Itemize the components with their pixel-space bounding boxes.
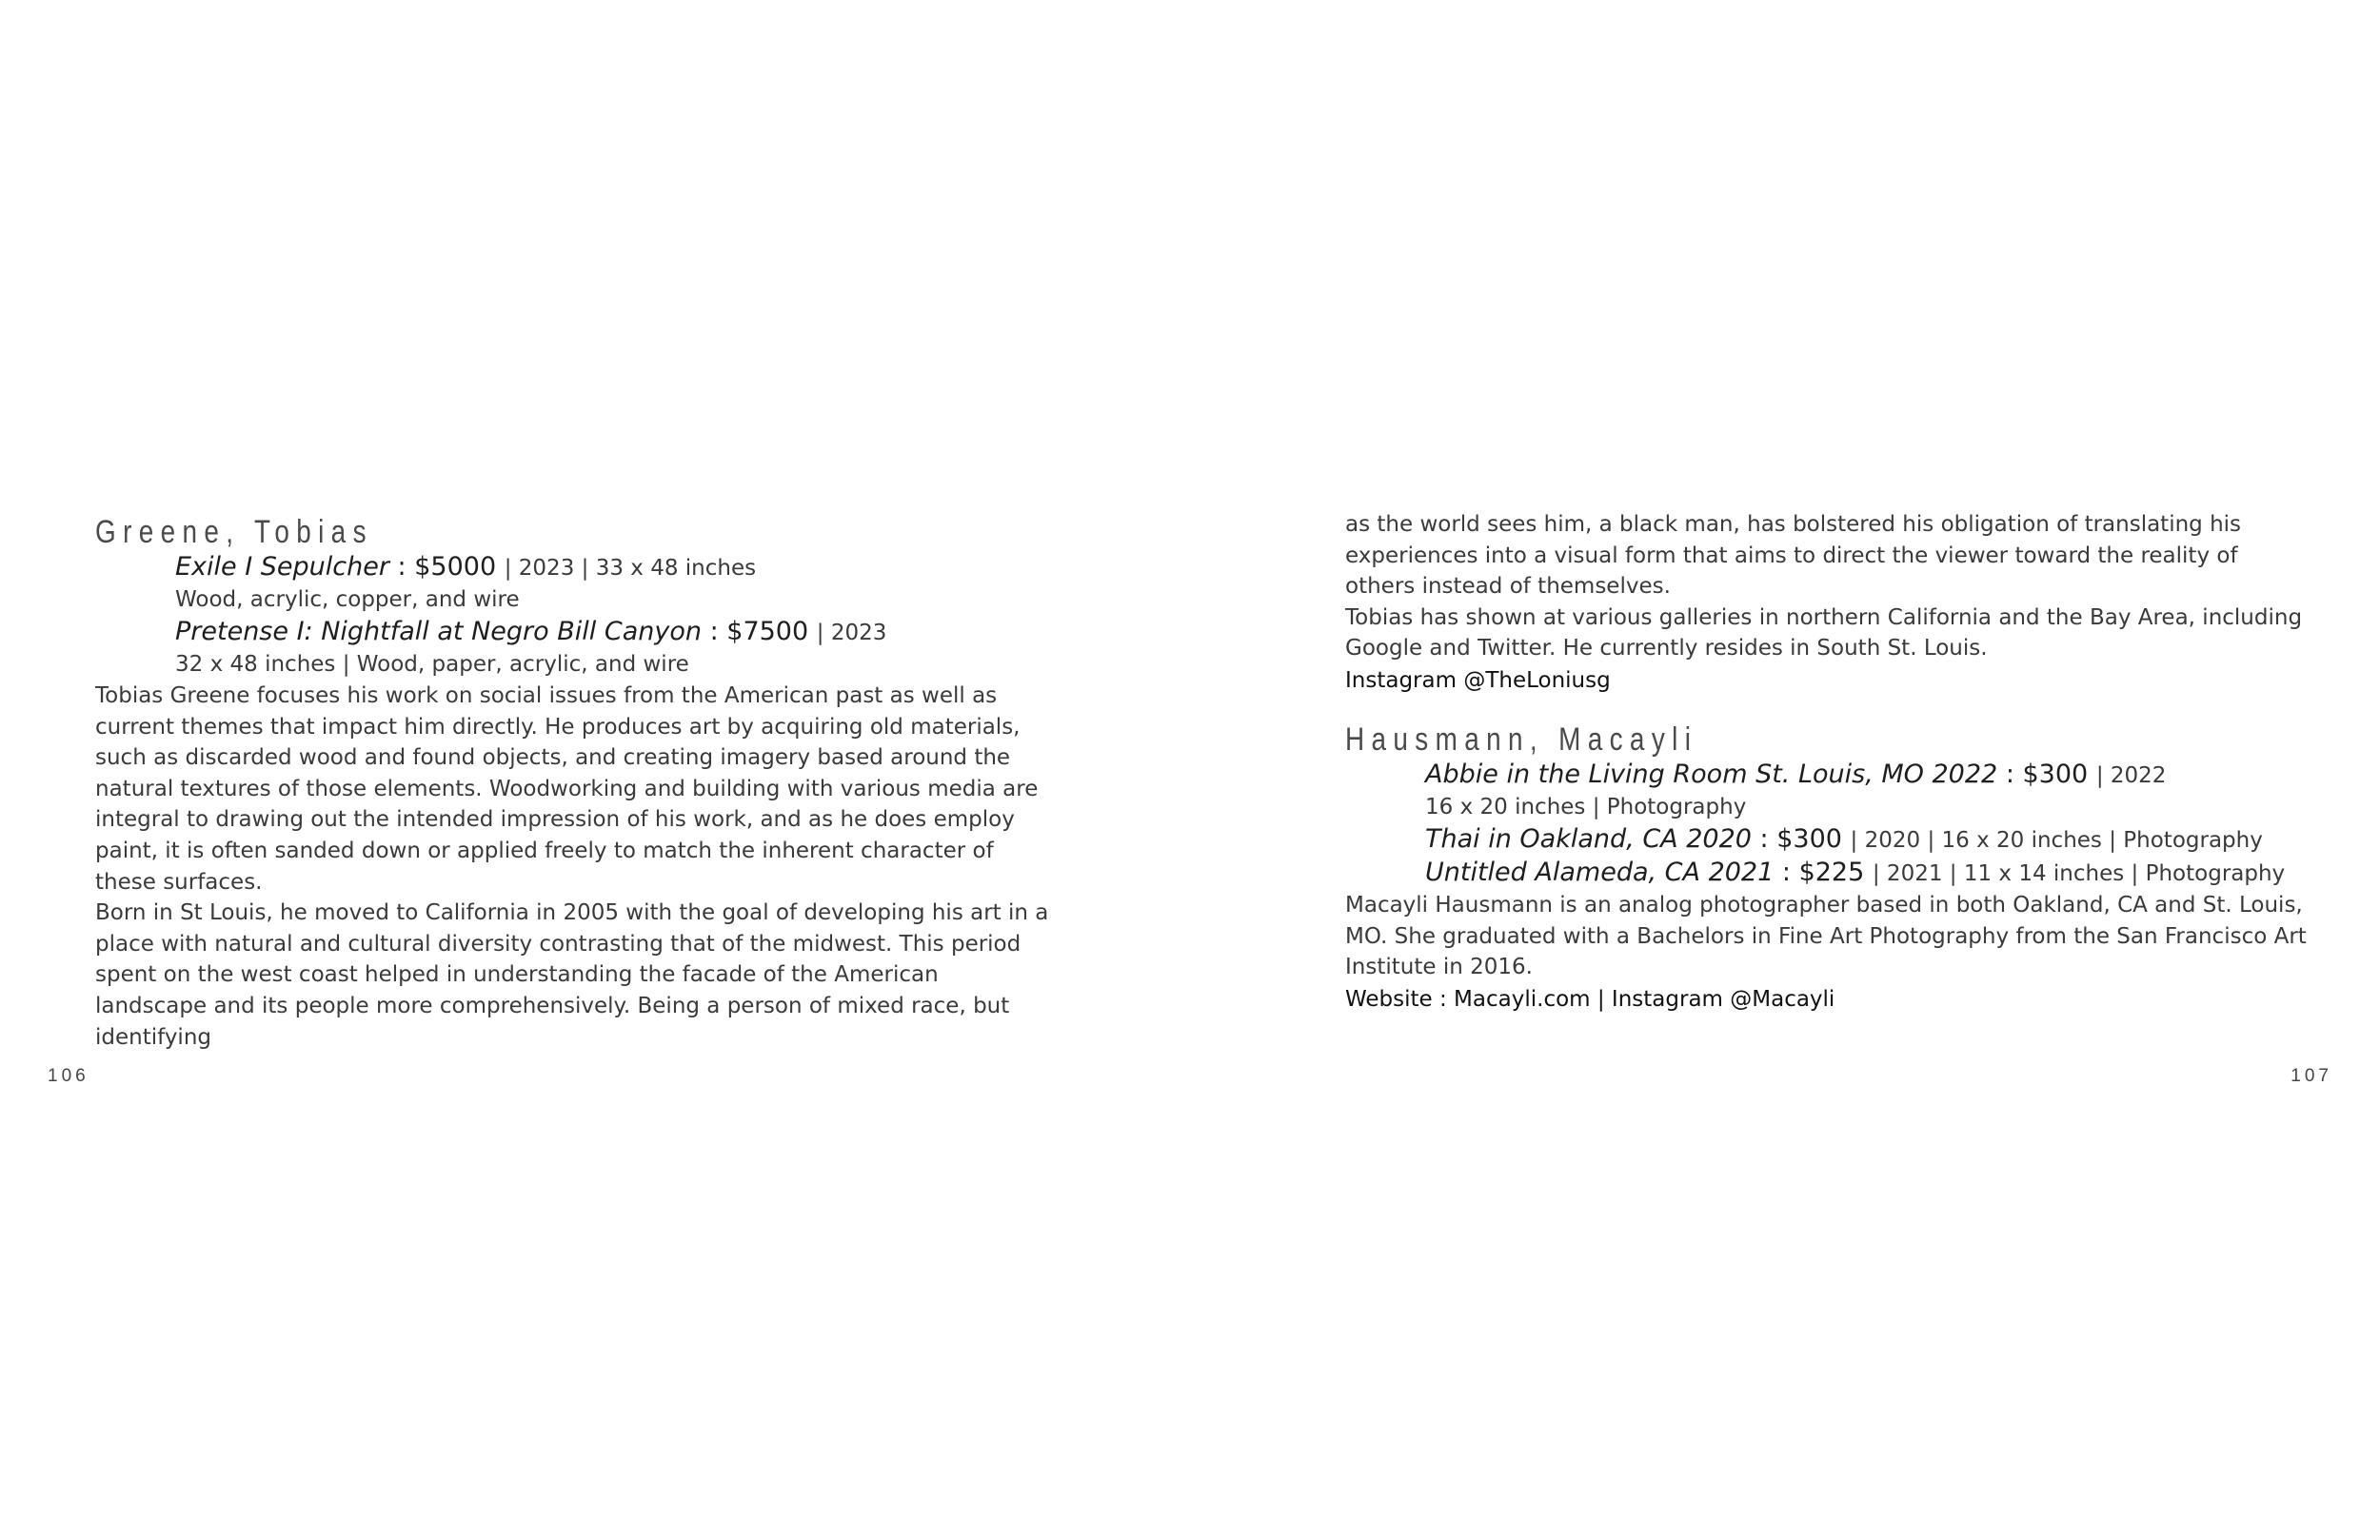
work-title-line [95,551,1057,584]
work-price: $5000 [414,552,497,582]
continued-artist-entry [1345,509,2307,697]
work-title-line [1345,823,2307,857]
artist-name: Greene, Tobias [95,514,373,550]
work-title: Thai in Oakland, CA 2020 [1425,824,1752,854]
continued-bio [1345,509,2307,664]
work-title-line [1345,759,2307,792]
page-number: 107 [2291,1066,2332,1086]
page-number: 106 [48,1066,89,1086]
work-price: $7500 [726,617,809,646]
work-title: Abbie in the Living Room St. Louis, MO 2022 [1425,760,1998,789]
work-title-line [1345,857,2307,890]
work-title-line [95,616,1057,649]
work-price: $300 [2022,760,2089,789]
work-price: $300 [1776,824,1842,854]
bio-paragraph: Tobias Greene focuses his work on social issues from the American past as well as current themes that impact him directly. He produces art by acquiring old materials, such as discarded wood and found objects, and creating imagery based around the natural textures of those elements. Woodworking and building with various media are integral to drawing out the intended impression of his work, and as he does employ paint, it is often sanded down or applied freely to match the inherent character of these surfaces. [95,683,1039,895]
artist-name: Hausmann, Macayli [1345,721,1698,758]
work-detail: 32 x 48 inches | Wood, paper, acrylic, and wire [175,652,689,677]
bio-paragraph: Tobias has shown at various galleries in northern California and the Bay Area, including Google and Twitter. He currently resides in South St. Louis. [1345,604,2303,661]
bio-paragraph: Macayli Hausmann is an analog photographer based in both Oakland, CA and St. Louis, MO. She graduated with a Bachelors in Fine Art Photography from the San Francisco Art Institute in 2016. [1345,893,2307,980]
work-price-separator: : [1781,858,1799,887]
artist-contact: Instagram @TheLoniusg [1345,667,1611,693]
right-page [1190,0,2380,1540]
work-price-separator: : [2005,760,2023,789]
artist-bio [1345,890,2307,983]
work-meta: | 2022 [2095,763,2167,788]
work-title: Pretense I: Nightfall at Negro Bill Canyon [175,617,702,646]
work-price: $225 [1798,858,1865,887]
bio-paragraph: as the world sees him, a black man, has bolstered his obligation of translating his experiences into a visual form that aims to direct the viewer toward the reality of others instead of themselves. [1345,512,2242,600]
work-detail: 16 x 20 inches | Photography [1425,795,1747,819]
work-price-separator: : [397,552,415,582]
artist-entry-hausmann [1345,721,2307,1016]
artist-bio [95,681,1057,1053]
work-price-separator: : [709,617,727,646]
work-meta: | 2023 [816,621,887,645]
bio-paragraph: Born in St Louis, he moved to California in 2005 with the goal of developing his art in a place with natural and cultural diversity contrasting that of the midwest. This period spent on the west coast helped in understanding the facade of the American landscape and its people more comprehensively. Being a person of mixed race, but identifying [95,900,1049,1050]
work-title: Untitled Alameda, CA 2021 [1425,858,1775,887]
work-title: Exile I Sepulcher [175,552,389,582]
work-meta: | 2023 | 33 x 48 inches [504,556,757,581]
work-detail: Wood, acrylic, copper, and wire [175,587,520,612]
work-meta: | 2021 | 11 x 14 inches | Photography [1872,861,2286,886]
work-price-separator: : [1759,824,1777,854]
artist-contact: Website : Macayli.com | Instagram @Macayli [1345,986,1835,1012]
artist-entry-greene [95,513,1057,1053]
work-meta: | 2020 | 16 x 20 inches | Photography [1850,828,2263,853]
